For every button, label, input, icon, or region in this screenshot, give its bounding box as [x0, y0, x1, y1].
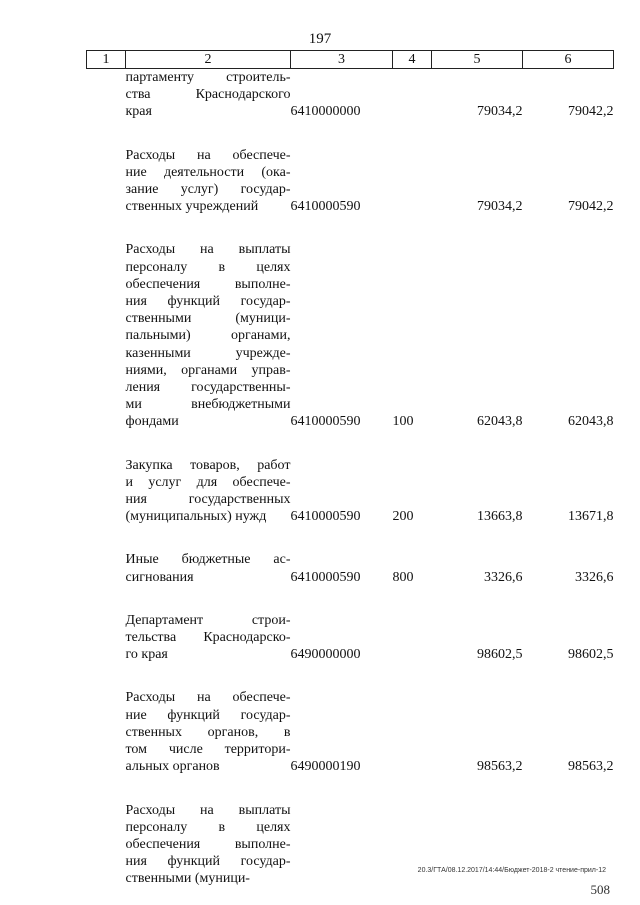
- description-line: тельства Краснодарско-: [125, 630, 291, 646]
- cell-expense-type: [393, 802, 432, 888]
- cell-col-1: [87, 457, 126, 526]
- cell-col-1: [87, 69, 126, 121]
- footer-page-number: 508: [590, 882, 610, 897]
- header-col-3: 3: [291, 51, 393, 69]
- cell-amount-col-5: 13663,8: [477, 509, 523, 525]
- cell-amount-col-6: 79042,2: [568, 199, 614, 215]
- row-spacer: [87, 663, 614, 689]
- cell-col-1: [87, 802, 126, 888]
- cell-code: 6490000190: [290, 759, 361, 775]
- cell-amount-col-5: 62043,8: [477, 414, 523, 430]
- description-line: ления государственны-: [125, 380, 291, 396]
- description-line: персоналу в целях: [125, 259, 291, 275]
- description-line: края: [125, 104, 152, 120]
- description-line: ние деятельности (ока-: [125, 164, 291, 180]
- cell-description: [126, 612, 291, 664]
- cell-expense-type: [393, 69, 432, 121]
- description-line: ния функций государ-: [125, 854, 291, 870]
- table-row: [87, 551, 614, 585]
- cell-amount-col-5: 98563,2: [477, 759, 523, 775]
- row-spacer: [87, 525, 614, 551]
- table-row: [87, 689, 614, 775]
- description-line: ственных органов, в: [125, 724, 291, 740]
- table-row: [87, 69, 614, 121]
- description-line: обеспечения выполне-: [125, 276, 291, 292]
- page-number: 197: [308, 31, 332, 47]
- description-line: альных органов: [125, 759, 220, 775]
- cell-description: [126, 69, 291, 121]
- description-line: том числе территори-: [125, 742, 291, 758]
- cell-amount-col-5: 79034,2: [477, 104, 523, 120]
- cell-col-1: [87, 612, 126, 664]
- description-line: ственными (муници-: [125, 311, 291, 327]
- cell-amount-col-5: [432, 802, 523, 888]
- description-line: го края: [125, 647, 168, 663]
- description-line: ственными (муници-: [125, 871, 250, 887]
- cell-expense-type: [393, 689, 432, 775]
- cell-description: [126, 241, 291, 430]
- description-line: сигнования: [125, 569, 194, 585]
- cell-code: 6410000590: [290, 569, 361, 585]
- description-line: и услуг для обеспече-: [125, 474, 291, 490]
- cell-amount-col-6: 98563,2: [568, 759, 614, 775]
- description-line: Расходы на обеспече-: [125, 690, 291, 706]
- row-spacer: [87, 586, 614, 612]
- table-body: [87, 69, 614, 888]
- description-line: Закупка товаров, работ: [125, 457, 291, 473]
- description-line: ниями, органами управ-: [125, 362, 291, 378]
- row-spacer: [87, 215, 614, 241]
- cell-expense-type: 800: [392, 569, 414, 585]
- cell-code: 6410000590: [290, 199, 361, 215]
- cell-amount-col-6: 3326,6: [575, 569, 614, 585]
- cell-amount-col-6: 62043,8: [568, 414, 614, 430]
- description-line: ственных учреждений: [125, 199, 259, 215]
- table-header-row: [87, 51, 614, 69]
- table-row: [87, 147, 614, 216]
- header-col-6: 6: [523, 51, 614, 69]
- description-line: ства Краснодарского: [125, 87, 291, 103]
- header-col-1: 1: [87, 51, 126, 69]
- cell-description: [126, 689, 291, 775]
- cell-amount-col-6: 98602,5: [568, 647, 614, 663]
- row-spacer: [87, 121, 614, 147]
- budget-table: [86, 50, 614, 888]
- description-line: партаменту строитель-: [125, 70, 291, 85]
- description-line: Расходы на выплаты: [125, 242, 291, 258]
- description-line: Расходы на обеспече-: [125, 147, 291, 163]
- cell-expense-type: 100: [392, 414, 414, 430]
- description-line: Расходы на выплаты: [125, 802, 291, 818]
- cell-description: [126, 457, 291, 526]
- description-line: фондами: [125, 414, 179, 430]
- description-line: ния государственных: [125, 492, 291, 508]
- cell-description: [126, 802, 291, 888]
- cell-code: [291, 802, 393, 888]
- cell-col-1: [87, 689, 126, 775]
- row-spacer: [87, 776, 614, 802]
- cell-expense-type: [393, 612, 432, 664]
- description-line: персоналу в целях: [125, 819, 291, 835]
- cell-code: 6490000000: [290, 647, 361, 663]
- table-row: [87, 241, 614, 430]
- header-col-5: 5: [432, 51, 523, 69]
- header-col-2: 2: [126, 51, 291, 69]
- description-line: пальными) органами,: [125, 328, 291, 344]
- cell-amount-col-6: 79042,2: [568, 104, 614, 120]
- cell-col-1: [87, 551, 126, 585]
- description-line: ния функций государ-: [125, 294, 291, 310]
- cell-code: 6410000590: [290, 509, 361, 525]
- description-line: Иные бюджетные ас-: [125, 552, 291, 568]
- description-line: ние функций государ-: [125, 707, 291, 723]
- cell-expense-type: 200: [392, 509, 414, 525]
- cell-code: 6410000590: [290, 414, 361, 430]
- description-line: казенными учрежде-: [125, 345, 291, 361]
- cell-code: 6410000000: [290, 104, 361, 120]
- cell-amount-col-5: 79034,2: [477, 199, 523, 215]
- cell-col-1: [87, 147, 126, 216]
- table-row: [87, 612, 614, 664]
- cell-amount-col-6: 13671,8: [568, 509, 614, 525]
- cell-amount-col-5: 3326,6: [484, 569, 523, 585]
- table-row: [87, 457, 614, 526]
- description-line: Департамент строи-: [125, 612, 291, 628]
- description-line: обеспечения выполне-: [125, 836, 291, 852]
- table-row: [87, 802, 614, 888]
- footer-stamp: 20.3/ГТА/08.12.2017/14:44/Бюджет-2018-2 чтение-прил-12: [417, 867, 606, 874]
- cell-description: [126, 551, 291, 585]
- cell-amount-col-6: [523, 802, 614, 888]
- cell-description: [126, 147, 291, 216]
- description-line: ми внебюджетными: [125, 397, 291, 413]
- description-line: зание услуг) государ-: [125, 182, 291, 198]
- cell-amount-col-5: 98602,5: [477, 647, 523, 663]
- cell-expense-type: [393, 147, 432, 216]
- header-col-4: 4: [393, 51, 432, 69]
- cell-col-1: [87, 241, 126, 430]
- row-spacer: [87, 431, 614, 457]
- description-line: (муниципальных) нужд: [125, 509, 267, 525]
